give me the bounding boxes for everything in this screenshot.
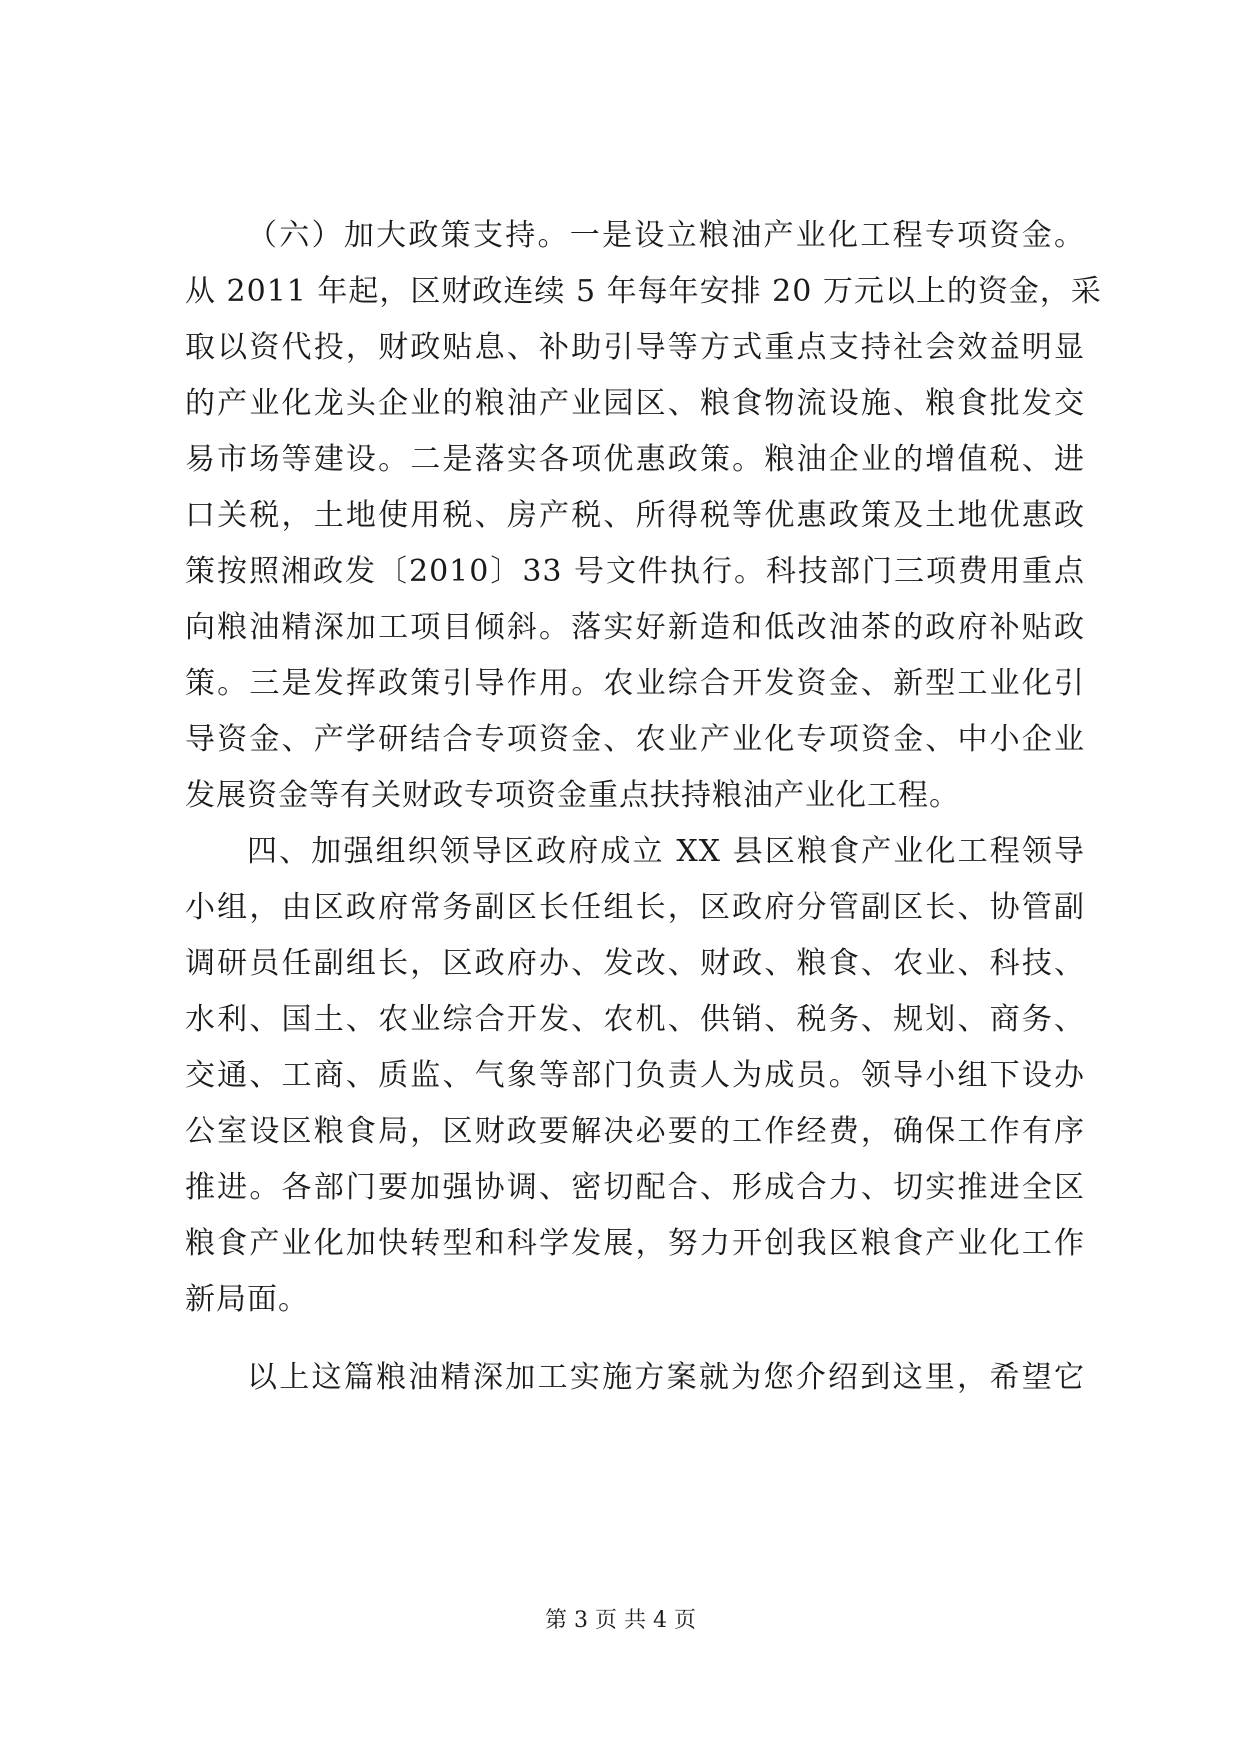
- paragraph-2-line-4: 水利、国土、农业综合开发、农机、供销、税务、规划、商务、: [185, 1002, 1085, 1037]
- paragraph-1-line-7: 策按照湘政发〔2010〕33 号文件执行。科技部门三项费用重点: [185, 554, 1085, 589]
- paragraph-2-line-7: 推进。各部门要加强协调、密切配合、形成合力、切实推进全区: [185, 1170, 1085, 1205]
- paragraph-1-line-5: 易市场等建设。二是落实各项优惠政策。粮油企业的增值税、进: [185, 442, 1085, 477]
- paragraph-2-line-1: 四、加强组织领导区政府成立 XX 县区粮食产业化工程领导: [247, 834, 1085, 869]
- paragraph-2-line-2: 小组，由区政府常务副区长任组长，区政府分管副区长、协管副: [185, 890, 1085, 925]
- paragraph-1-line-6: 口关税，土地使用税、房产税、所得税等优惠政策及土地优惠政: [185, 498, 1085, 533]
- paragraph-2-line-9: 新局面。: [185, 1282, 309, 1317]
- paragraph-2-line-3: 调研员任副组长，区政府办、发改、财政、粮食、农业、科技、: [185, 946, 1085, 981]
- page-number-footer: 第 3 页 共 4 页: [545, 1608, 696, 1633]
- paragraph-2-line-8: 粮食产业化加快转型和科学发展，努力开创我区粮食产业化工作: [185, 1226, 1085, 1261]
- paragraph-3-line-1: 以上这篇粮油精深加工实施方案就为您介绍到这里，希望它: [247, 1360, 1085, 1395]
- paragraph-2-line-5: 交通、工商、质监、气象等部门负责人为成员。领导小组下设办: [185, 1058, 1085, 1093]
- paragraph-1-line-4: 的产业化龙头企业的粮油产业园区、粮食物流设施、粮食批发交: [185, 386, 1085, 421]
- paragraph-1-line-9: 策。三是发挥政策引导作用。农业综合开发资金、新型工业化引: [185, 666, 1085, 701]
- paragraph-1-line-1: （六）加大政策支持。一是设立粮油产业化工程专项资金。: [247, 218, 1085, 253]
- paragraph-1-line-3: 取以资代投，财政贴息、补助引导等方式重点支持社会效益明显: [185, 330, 1085, 365]
- paragraph-2-line-6: 公室设区粮食局，区财政要解决必要的工作经费，确保工作有序: [185, 1114, 1085, 1149]
- paragraph-1-line-8: 向粮油精深加工项目倾斜。落实好新造和低改油茶的政府补贴政: [185, 610, 1085, 645]
- paragraph-1-line-10: 导资金、产学研结合专项资金、农业产业化专项资金、中小企业: [185, 722, 1085, 757]
- body-text: [185, 208, 1102, 1406]
- paragraph-1-line-2: 从 2011 年起，区财政连续 5 年每年安排 20 万元以上的资金，采: [185, 274, 1102, 309]
- paragraph-spacer: [185, 1328, 1085, 1350]
- paragraph-1-line-11: 发展资金等有关财政专项资金重点扶持粮油产业化工程。: [185, 778, 960, 813]
